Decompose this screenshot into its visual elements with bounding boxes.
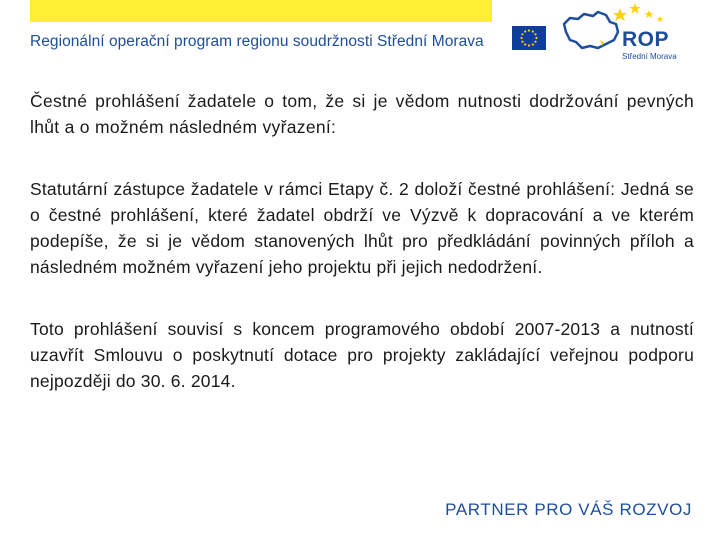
main-content [30, 88, 694, 430]
header-yellow-bar [30, 0, 492, 22]
eu-flag-icon [512, 26, 546, 50]
rop-logo-text: ROP [622, 28, 670, 51]
page-heading: Čestné prohlášení žadatele o tom, že si je vědom nutnosti dodržování pevných lhůt a o možném následném vyřazení: [30, 91, 694, 137]
rop-logo-subtitle: Střední Morava [622, 52, 677, 61]
footer-slogan: PARTNER PRO VÁŠ ROZVOJ [445, 500, 692, 519]
paragraph-program-period: Toto prohlášení souvisí s koncem programového období 2007-2013 a nutností uzavřít Smlouvu o poskytnutí dotace pro projekty zakládající veřejnou podporu nejpozději do 30. 6. 2014. [30, 319, 694, 391]
paragraph-statutory-declaration: Statutární zástupce žadatele v rámci Etapy č. 2 doloží čestné prohlášení: Jedná se o čestné prohlášení, které žadatel obdrží ve Výzvě k dopracování a ve kterém podepíše, že si je vědom stanovených lhůt pro předkládání povinných příloh a následném možném vyřazení jeho projektu při jejich nedodržení. [30, 179, 694, 277]
program-title: Regionální operační program regionu soudržnosti Střední Morava [30, 33, 484, 50]
